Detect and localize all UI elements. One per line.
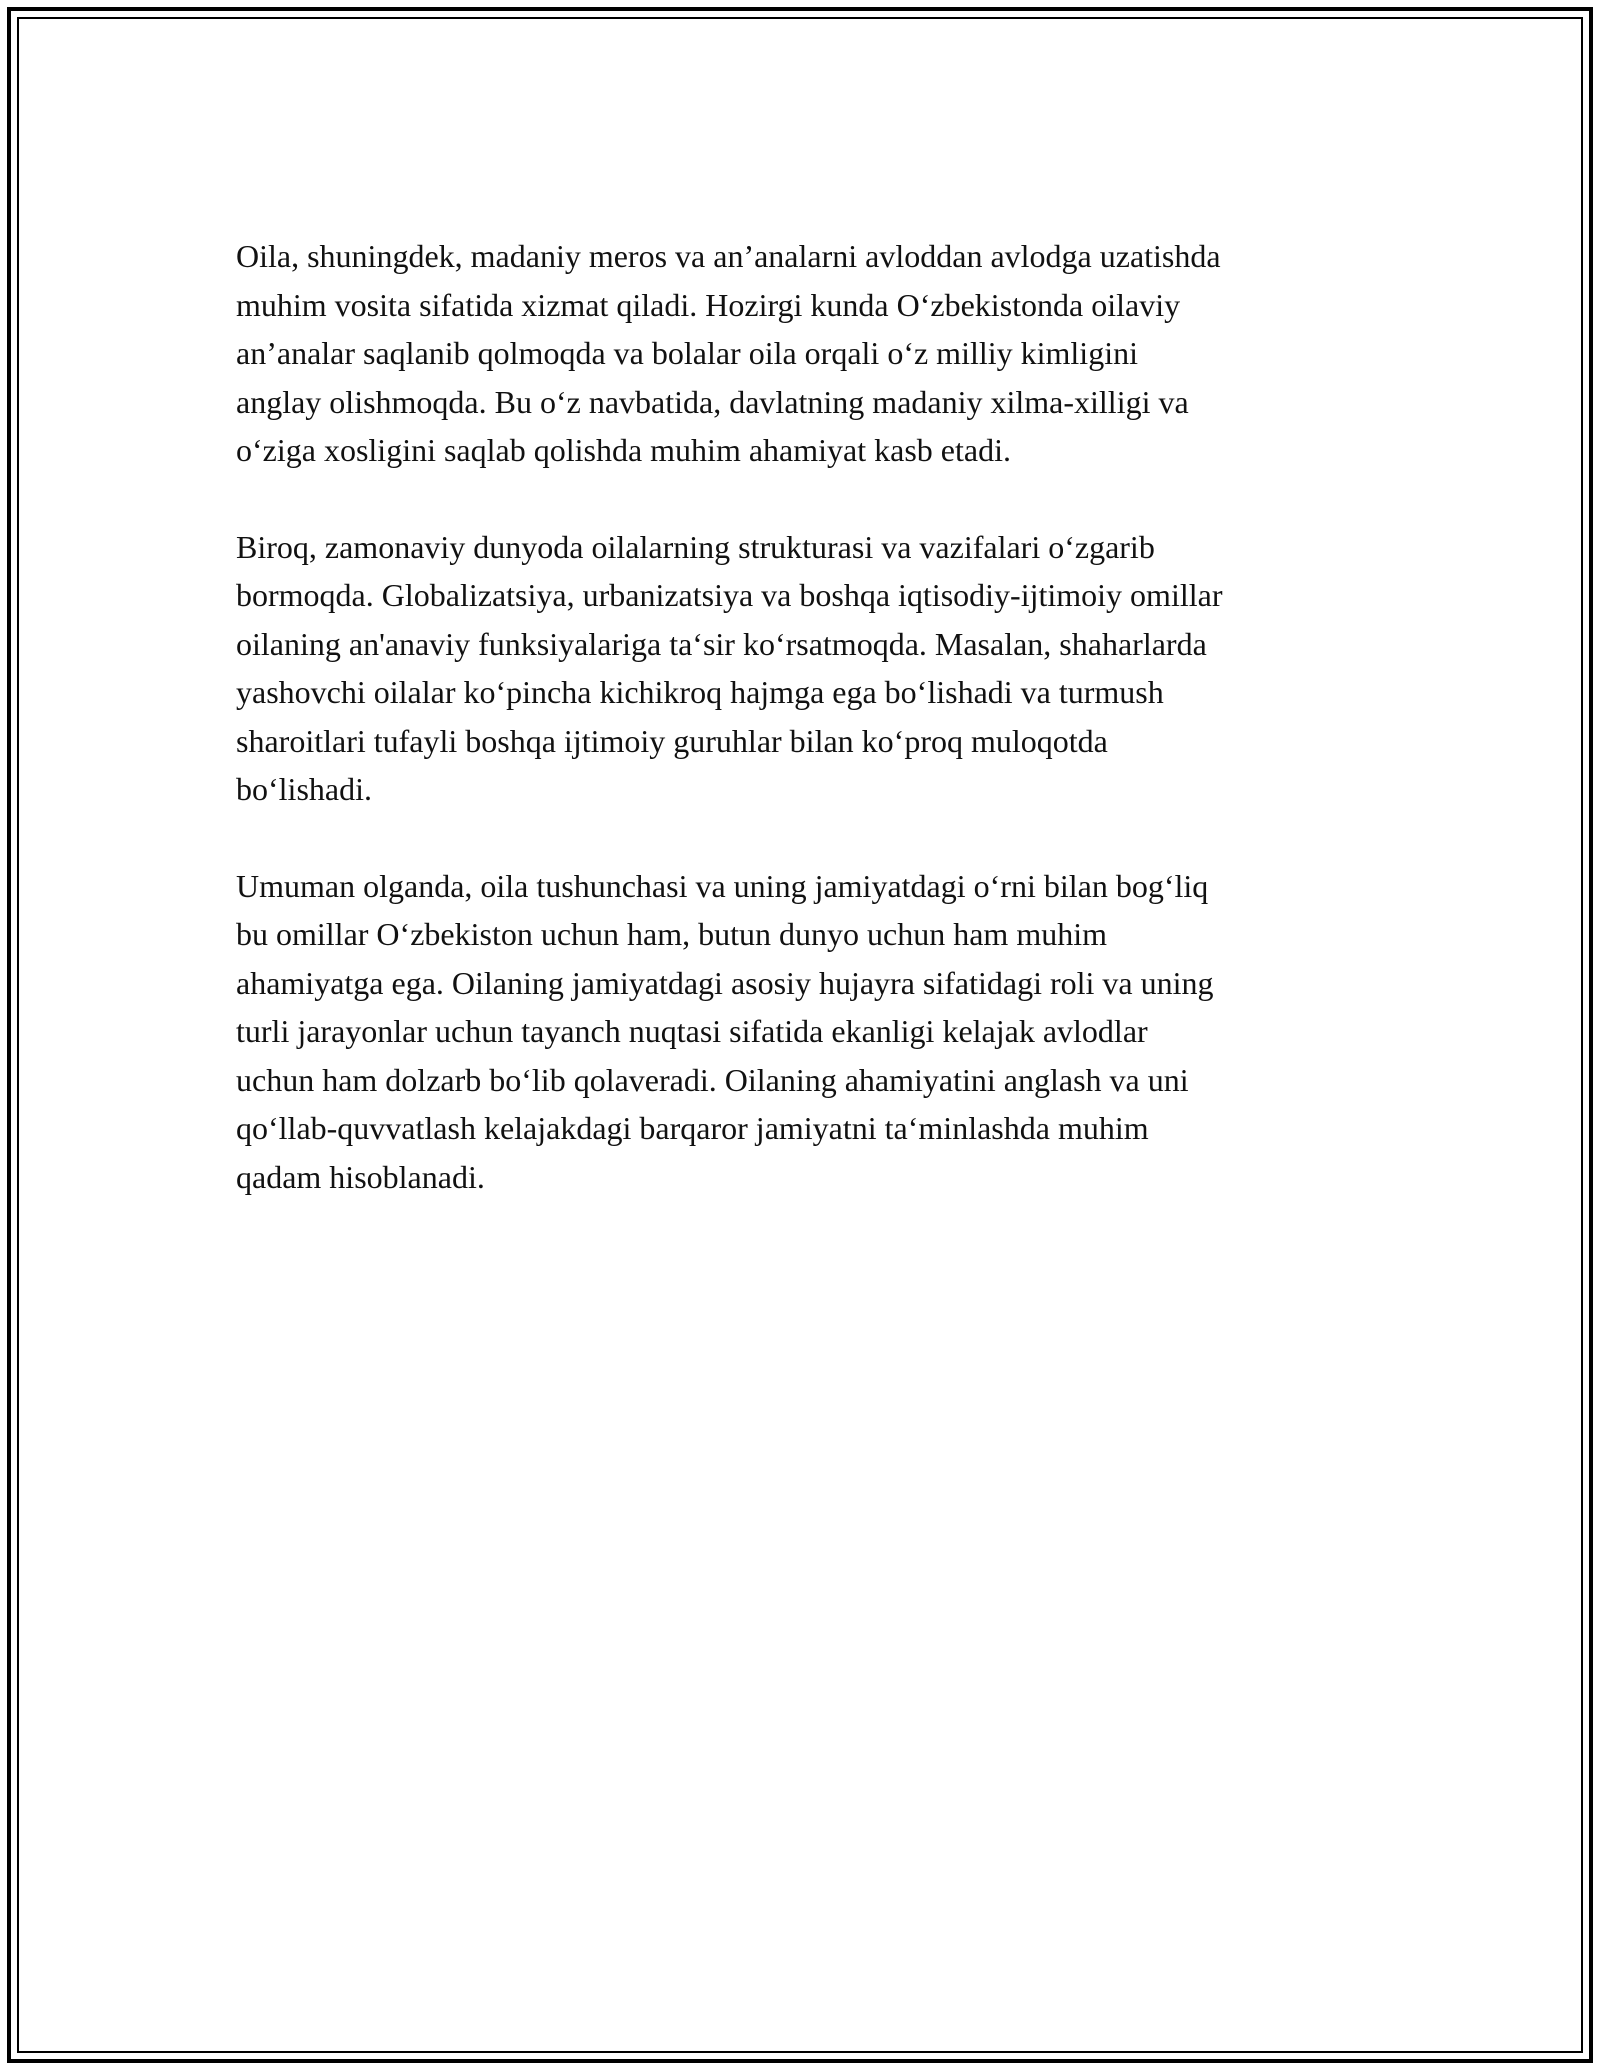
paragraph-2: Biroq, zamonaviy dunyoda oilalarning strukturasi va vazifalari o‘zgarib bormoqda. Globalizatsiya, urbanizatsiya va boshqa iqtisodiy-ijtimoiy omillar oilaning an'anaviy funksiyalariga ta‘sir ko‘rsatmoqda. Masalan, shaharlarda yashovchi oilalar ko‘pincha kichikroq hajmga ega bo‘lishadi va turmush sharoitlari tufayli boshqa ijtimoiy guruhlar bilan ko‘proq muloqotda bo‘lishadi. [236,528,1223,807]
paragraph-1: Oila, shuningdek, madaniy meros va an’analarni avloddan avlodga uzatishda muhim vosita sifatida xizmat qiladi. Hozirgi kunda O‘zbekistonda oilaviy an’analar saqlanib qolmoqda va bolalar oila orqali o‘z milliy kimligini anglay olishmoqda. Bu o‘z navbatida, davlatning madaniy xilma-xilligi va o‘ziga xosligini saqlab qolishda muhim ahamiyat kasb etadi. [236,238,1221,468]
paragraph-3: Umuman olganda, oila tushunchasi va uning jamiyatdagi o‘rni bilan bog‘liq bu omillar O‘zbekiston uchun ham, butun dunyo uchun ham muhim ahamiyatga ega. Oilaning jamiyatdagi asosiy hujayra sifatidagi roli va uning turli jarayonlar uchun tayanch nuqtasi sifatida ekanligi kelajak avlodlar uchun ham dolzarb bo‘lib qolaveradi. Oilaning ahamiyatini anglash va uni qo‘llab-quvvatlash kelajakdagi barqaror jamiyatni ta‘minlashda muhim qadam hisoblanadi. [236,867,1214,1195]
document-body [236,232,1396,1249]
